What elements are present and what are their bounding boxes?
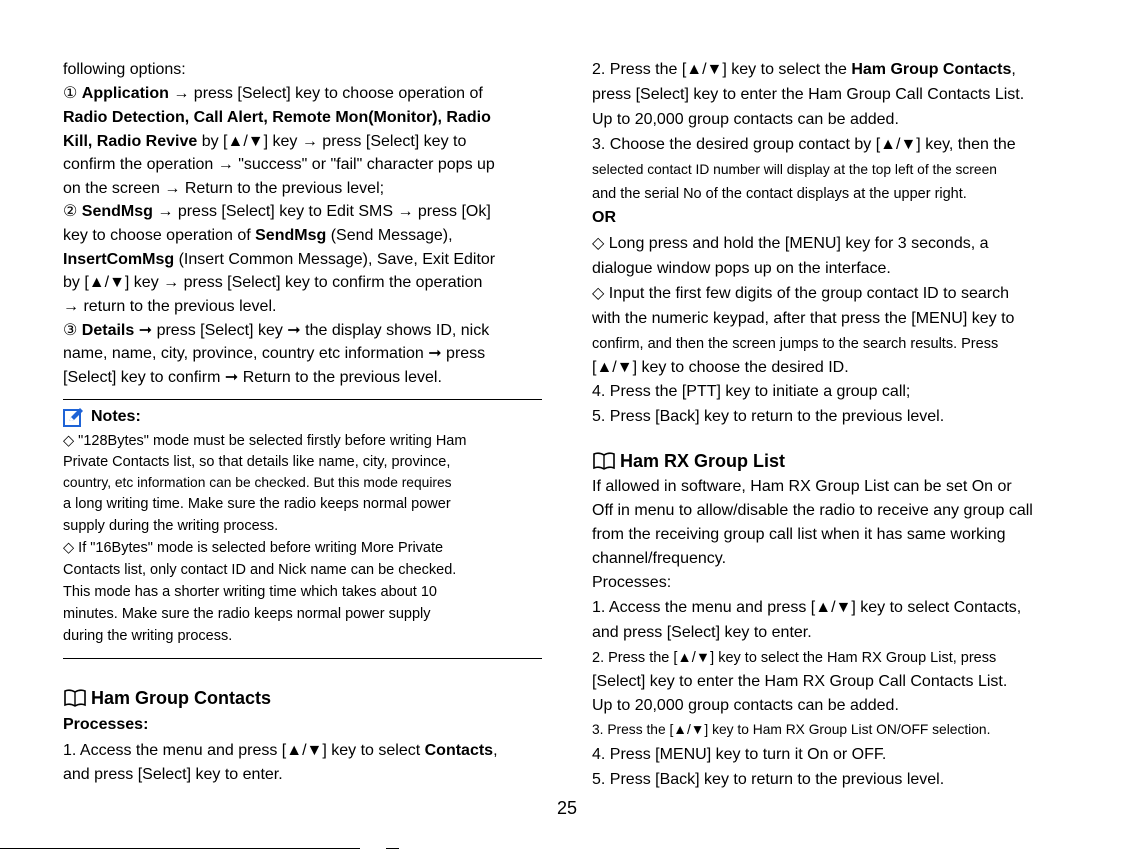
text-line: 3. Press the [▲/▼] key to Ham RX Group List ON/OFF selection. xyxy=(592,722,991,737)
text-line: dialogue window pops up on the interface. xyxy=(592,260,891,277)
text-line: [Select] key to enter the Ham RX Group Call Contacts List. xyxy=(592,673,1008,690)
text-line: confirm the operation → "success" or "fail" character pops up xyxy=(63,156,495,173)
text-line: Private Contacts list, so that details like name, city, province, xyxy=(63,454,451,470)
text-line: following options: xyxy=(63,61,186,78)
text-line: 4. Press [MENU] key to turn it On or OFF. xyxy=(592,746,887,763)
text-line: 2. Press the [▲/▼] key to select the Ham RX Group List, press xyxy=(592,650,997,666)
text-line: from the receiving group call list when it has same working xyxy=(592,526,1006,543)
text-line: and the serial No of the contact displays at the upper right. xyxy=(592,186,967,202)
text-line: InsertComMsg (Insert Common Message), Save, Exit Editor xyxy=(63,251,496,268)
book-icon xyxy=(592,451,616,471)
text-line: by [▲/▼] key → press [Select] key to confirm the operation xyxy=(63,274,483,291)
text-line: [▲/▼] key to choose the desired ID. xyxy=(592,359,849,376)
text-line: ◇ If "16Bytes" mode is selected before writing More Private xyxy=(63,540,444,556)
text-line: 3. Choose the desired group contact by [▲/▼] key, then the xyxy=(592,136,1016,153)
text-line: ◇ Input the first few digits of the group contact ID to search xyxy=(592,285,1009,302)
text-line: key to choose operation of SendMsg (Send Message), xyxy=(63,227,453,244)
text-line: confirm, and then the screen jumps to the search results. Press xyxy=(592,336,999,352)
text-line: Processes: xyxy=(592,574,672,591)
text-line: name, name, city, province, country etc information ➞ press xyxy=(63,345,486,362)
text-line: [Select] key to confirm ➞ Return to the previous level. xyxy=(63,369,442,386)
text-line: Up to 20,000 group contacts can be added. xyxy=(592,697,899,714)
text-line: ① Application → press [Select] key to choose operation of xyxy=(63,85,483,102)
text-line: 2. Press the [▲/▼] key to select the Ham Group Contacts, xyxy=(592,61,1016,78)
divider xyxy=(63,399,542,400)
text-line: OR xyxy=(592,209,616,226)
text-line: selected contact ID number will display at the top left of the screen xyxy=(592,162,997,177)
page-number: 25 xyxy=(556,798,578,818)
text-line: Contacts list, only contact ID and Nick name can be checked. xyxy=(63,562,457,578)
text-line: with the numeric keypad, after that press the [MENU] key to xyxy=(592,310,1015,327)
text-line: ◇ "128Bytes" mode must be selected firstly before writing Ham xyxy=(63,433,467,449)
text-line: and press [Select] key to enter. xyxy=(592,624,812,641)
text-line: 4. Press the [PTT] key to initiate a group call; xyxy=(592,383,911,400)
divider xyxy=(63,658,542,659)
text-line: 1. Access the menu and press [▲/▼] key to select Contacts, xyxy=(592,599,1022,616)
text-line: minutes. Make sure the radio keeps normal power supply xyxy=(63,606,431,622)
section-heading: Ham RX Group List xyxy=(592,450,785,472)
text-line: press [Select] key to enter the Ham Group Call Contacts List. xyxy=(592,86,1025,103)
notes-heading: Notes: xyxy=(63,406,141,428)
text-line: → return to the previous level. xyxy=(63,298,277,315)
text-line: If allowed in software, Ham RX Group List can be set On or xyxy=(592,478,1012,495)
text-line: 1. Access the menu and press [▲/▼] key to select Contacts, xyxy=(63,742,498,759)
text-line: 5. Press [Back] key to return to the previous level. xyxy=(592,771,945,788)
text-line: Kill, Radio Revive by [▲/▼] key → press [Select] key to xyxy=(63,133,467,150)
edit-note-icon xyxy=(63,406,85,428)
text-line: ② SendMsg → press [Select] key to Edit SMS → press [Ok] xyxy=(63,203,491,220)
text-line: a long writing time. Make sure the radio keeps normal power xyxy=(63,496,451,512)
text-line: country, etc information can be checked. But this mode requires xyxy=(63,475,452,490)
text-line: channel/frequency. xyxy=(592,550,727,567)
text-line: supply during the writing process. xyxy=(63,518,279,534)
book-icon xyxy=(63,688,87,708)
text-line: ③ Details ➞ press [Select] key ➞ the display shows ID, nick xyxy=(63,322,490,339)
text-line: during the writing process. xyxy=(63,628,233,644)
text-line: ◇ Long press and hold the [MENU] key for 3 seconds, a xyxy=(592,235,989,252)
text-line: This mode has a shorter writing time which takes about 10 xyxy=(63,584,437,600)
footer-rule xyxy=(0,848,360,849)
text-line: and press [Select] key to enter. xyxy=(63,766,283,783)
footer-rule xyxy=(386,848,399,849)
text-line: Processes: xyxy=(63,716,149,733)
text-line: Radio Detection, Call Alert, Remote Mon(Monitor), Radio xyxy=(63,109,491,126)
text-line: 5. Press [Back] key to return to the previous level. xyxy=(592,408,945,425)
text-line: Up to 20,000 group contacts can be added. xyxy=(592,111,899,128)
text-line: Off in menu to allow/disable the radio to receive any group call xyxy=(592,502,1033,519)
text-line: on the screen → Return to the previous level; xyxy=(63,180,385,197)
section-heading: Ham Group Contacts xyxy=(63,687,271,709)
